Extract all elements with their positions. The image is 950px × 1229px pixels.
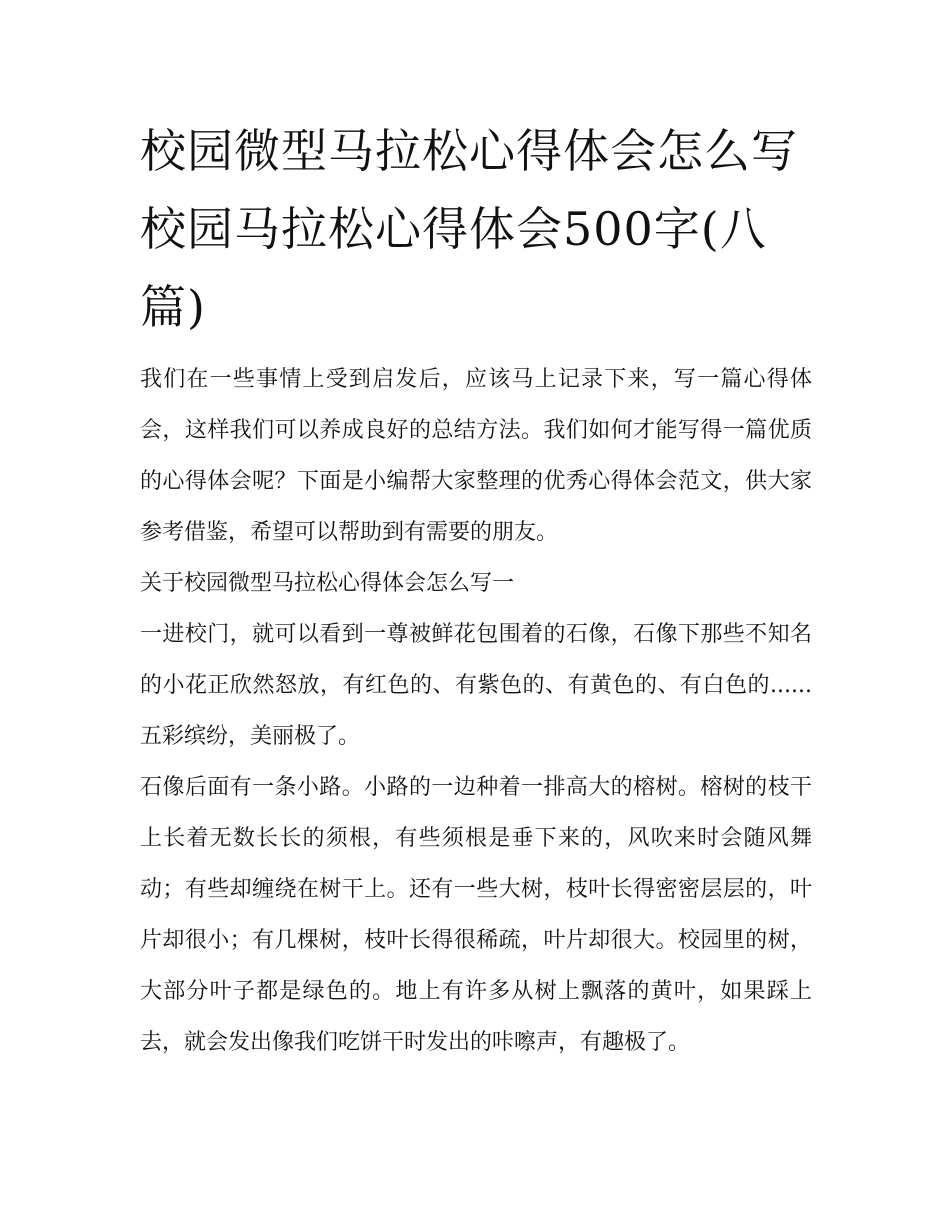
- body-paragraph-1: 一进校门，就可以看到一尊被鲜花包围着的石像，石像下那些不知名的小花正欣然怒放，有红色的、有紫色的、有黄色的、有白色的......五彩缤纷，美丽极了。: [140, 622, 812, 749]
- document-body: [140, 112, 812, 1068]
- document-title: 校园微型马拉松心得体会怎么写 校园马拉松心得体会500字(八篇): [140, 124, 798, 334]
- intro-paragraph: 我们在一些事情上受到启发后，应该马上记录下来，写一篇心得体会，这样我们可以养成良好的总结方法。我们如何才能写得一篇优质的心得体会呢？下面是小编帮大家整理的优秀心得体会范文，供大家参考借鉴，希望可以帮助到有需要的朋友。: [140, 367, 812, 545]
- body-paragraph-2: 石像后面有一条小路。小路的一边种着一排高大的榕树。榕树的枝干上长着无数长长的须根，有些须根是垂下来的，风吹来时会随风舞动；有些却缠绕在树干上。还有一些大树，枝叶长得密密层层的，叶片却很小；有几棵树，枝叶长得很稀疏，叶片却很大。校园里的树，大部分叶子都是绿色的。地上有许多从树上飘落的黄叶，如果踩上去，就会发出像我们吃饼干时发出的咔嚓声，有趣极了。: [140, 775, 812, 1055]
- section-heading: 关于校园微型马拉松心得体会怎么写一: [140, 571, 515, 596]
